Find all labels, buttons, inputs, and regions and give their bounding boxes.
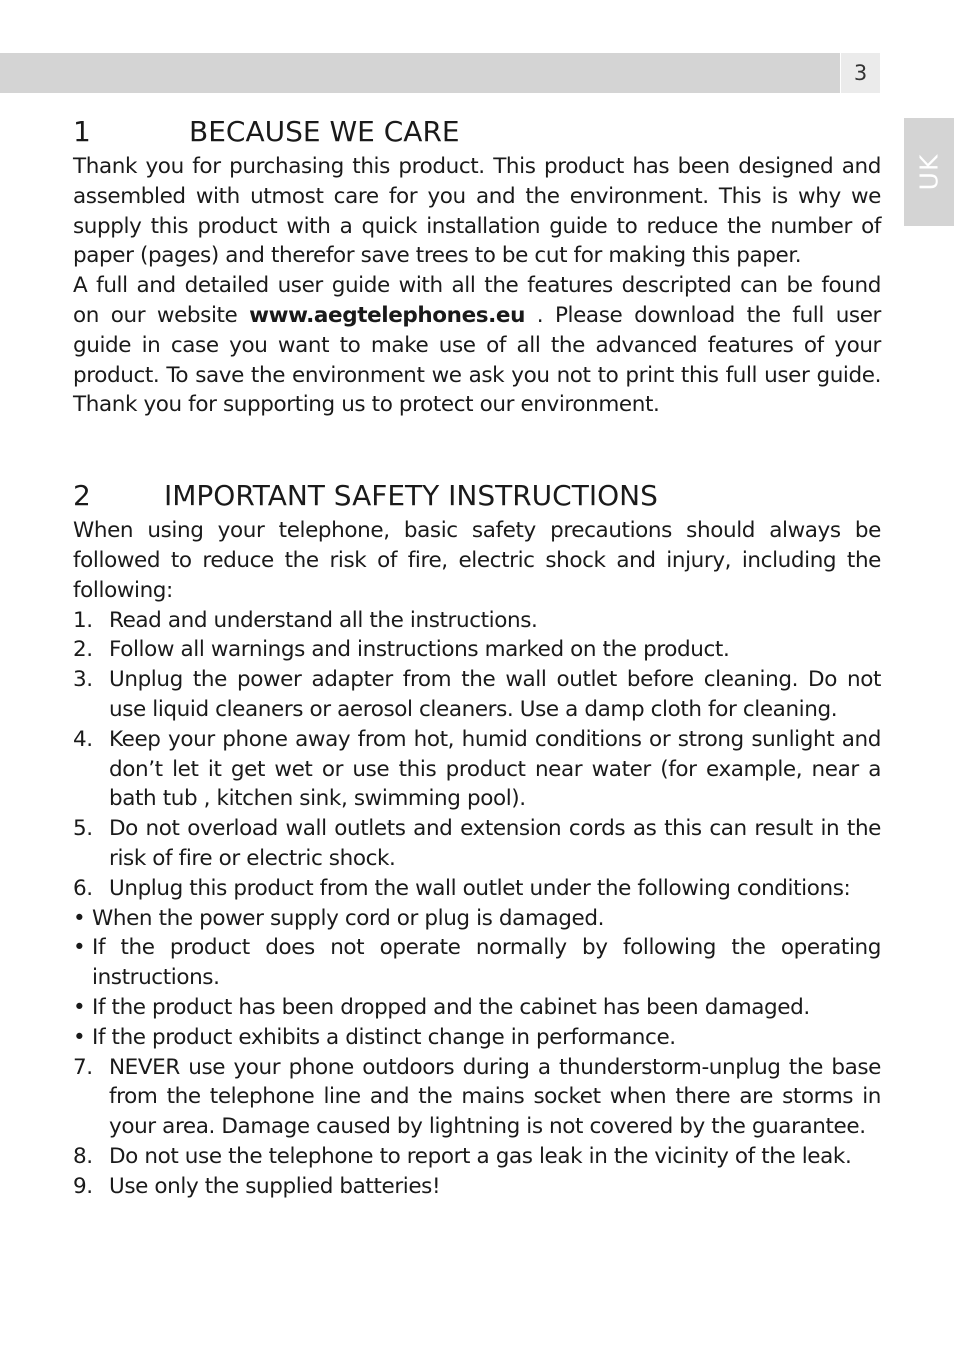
- list-number: 5.: [73, 816, 93, 842]
- bullet-text: If the product does not operate normally by following the operating instructions.: [92, 935, 881, 991]
- list-item: [73, 1172, 881, 1202]
- paragraph-text: A full and detailed user guide with all the features descripted can be found on our website: [73, 273, 881, 328]
- list-number: 8.: [73, 1143, 93, 1169]
- safety-list-continued: [73, 1053, 881, 1202]
- bullet-item: [73, 993, 881, 1023]
- list-text: Unplug the power adapter from the wall outlet before cleaning. Do not use liquid cleaners or aerosol cleaners. Use a damp cloth for cleaning.: [109, 667, 881, 722]
- bullet-item: [73, 904, 881, 934]
- list-number: 2.: [73, 637, 93, 663]
- bullet-icon: •: [73, 994, 86, 1020]
- list-text: Read and understand all the instructions.: [109, 607, 538, 633]
- header-bar: [0, 53, 840, 93]
- section-safety-instructions: [73, 476, 881, 1201]
- paragraph-text: . Please download the full user guide in case you want to make use of all the advanced features of your product. To save the environment we ask you not to print this full user guide. Thank you for supporting us to protect our environment.: [73, 302, 881, 418]
- list-number: 9.: [73, 1173, 93, 1199]
- list-text: Follow all warnings and instructions marked on the product.: [109, 637, 730, 663]
- bullet-icon: •: [73, 935, 86, 961]
- list-text: Use only the supplied batteries!: [109, 1173, 441, 1199]
- list-item: [73, 1053, 881, 1142]
- list-number: 4.: [73, 726, 93, 752]
- list-item: [73, 874, 881, 904]
- list-text: Keep your phone away from hot, humid conditions or strong sunlight and don’t let it get wet or use this product near water (for example, near a bath tub , kitchen sink, swimming pool).: [109, 726, 881, 812]
- list-number: 6.: [73, 875, 93, 901]
- page-number: 3: [841, 53, 880, 93]
- list-item: [73, 725, 881, 814]
- list-text: NEVER use your phone outdoors during a thunderstorm-unplug the base from the telephone line and the mains socket when there are storms in your area. Damage caused by lightning is not covered by the guarantee.: [109, 1054, 881, 1140]
- list-number: 1.: [73, 607, 93, 633]
- language-tab: [904, 118, 954, 226]
- list-text: Do not overload wall outlets and extension cords as this can result in the risk of fire or electric shock.: [109, 816, 881, 871]
- language-tab-label: UK: [914, 153, 944, 191]
- bullet-text: If the product exhibits a distinct change in performance.: [92, 1024, 676, 1050]
- list-number: 7.: [73, 1054, 93, 1080]
- bullet-text: When the power supply cord or plug is damaged.: [92, 905, 605, 931]
- list-item: [73, 1142, 881, 1172]
- list-item: [73, 814, 881, 874]
- list-item: [73, 665, 881, 725]
- section-heading: [73, 476, 881, 516]
- bullet-icon: •: [73, 1024, 86, 1050]
- paragraph: [73, 271, 881, 420]
- bullet-icon: •: [73, 905, 86, 931]
- section-heading: [73, 112, 881, 152]
- section-title: IMPORTANT SAFETY INSTRUCTIONS: [164, 479, 658, 513]
- website-link[interactable]: www.aegtelephones.eu: [249, 302, 526, 328]
- bullet-item: [73, 933, 881, 993]
- bullet-text: If the product has been dropped and the cabinet has been damaged.: [92, 994, 810, 1020]
- list-text: Do not use the telephone to report a gas leak in the vicinity of the leak.: [109, 1143, 852, 1169]
- section-number: 2: [73, 479, 91, 513]
- list-item: [73, 606, 881, 636]
- list-number: 3.: [73, 667, 93, 693]
- paragraph: Thank you for purchasing this product. This product has been designed and assembled with utmost care for you and the environment. This is why we supply this product with a quick installation guide to reduce the number of paper (pages) and therefor save trees to be cut for making this paper.: [73, 154, 881, 269]
- list-text: Unplug this product from the wall outlet under the following conditions:: [109, 875, 851, 901]
- section-number: 1: [73, 115, 91, 148]
- section-title: BECAUSE WE CARE: [189, 115, 460, 148]
- section-because-we-care: [73, 112, 881, 420]
- paragraph: When using your telephone, basic safety precautions should always be followed to reduce the risk of fire, electric shock and injury, including the following:: [73, 518, 881, 603]
- page-content: [73, 112, 881, 1202]
- conditions-list: [73, 904, 881, 1053]
- list-item: [73, 635, 881, 665]
- safety-list: [73, 606, 881, 904]
- bullet-item: [73, 1023, 881, 1053]
